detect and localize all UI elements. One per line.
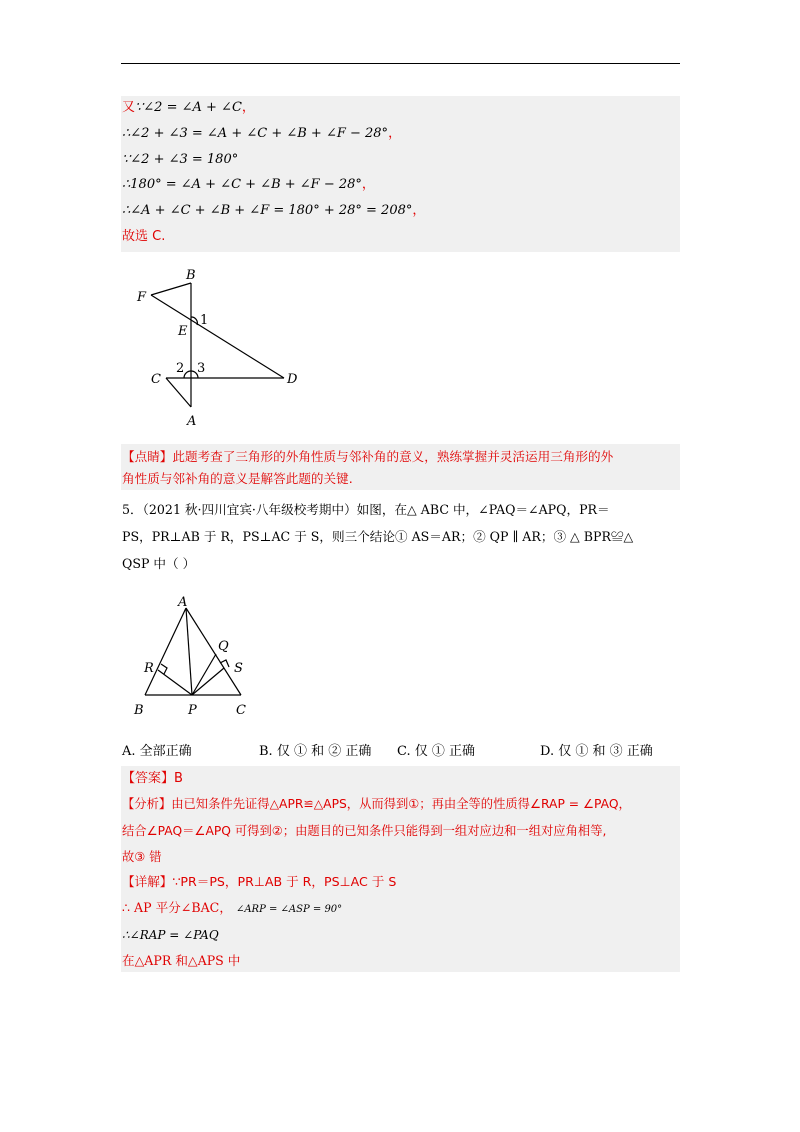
analysis-line-2: 结合∠PAQ＝∠APQ 可得到②；由题目的已知条件只能得到一组对应边和一组对应角相等,: [122, 824, 607, 838]
figure-1: [121, 255, 314, 438]
analysis-line-3: 故③ 错: [122, 850, 162, 864]
detail-line-4: 在△APR 和△APS 中: [122, 953, 241, 968]
solution-line-4: [122, 176, 375, 194]
math-expr: ∴180° = ∠A + ∠C + ∠B + ∠F − 28°: [122, 177, 362, 192]
fig2-label-S: S: [234, 661, 243, 676]
solution-line-3: [122, 151, 238, 169]
analysis-line-1: [122, 795, 631, 813]
fig2-label-P: P: [188, 703, 197, 718]
fig2-label-C: C: [236, 703, 246, 718]
text-prefix: 又: [122, 100, 136, 115]
figure-1-diagram: [121, 255, 314, 438]
solution-line-2: [122, 125, 401, 143]
solution-line-1: [122, 99, 255, 117]
comment-line-1: [122, 448, 613, 466]
detail-line-1: [122, 873, 396, 891]
fig2-label-B: B: [134, 703, 144, 718]
math-expr: ∴∠2 + ∠3 = ∠A + ∠C + ∠B + ∠F − 28°: [122, 126, 389, 141]
fig1-label-C: C: [151, 372, 161, 387]
figure-2: [128, 590, 258, 720]
comment-line-2: 角性质与邻补角的意义是解答此题的关键.: [122, 471, 353, 486]
fig1-label-2: 2: [176, 361, 185, 376]
question-line-2: PS，PR⊥AB 于 R，PS⊥AC 于 S，则三个结论① AS＝AR；② QP ∥ AR；③ △ BPR≌△: [122, 529, 634, 544]
question-line-1: 5．（2021 秋·四川宜宾·八年级校考期中）如图，在△ ABC 中，∠PAQ＝∠APQ，PR＝: [122, 502, 610, 517]
punct: ，: [361, 177, 375, 192]
solution-shade: [121, 96, 680, 252]
header-rule: [121, 63, 680, 64]
fig1-label-D: D: [287, 372, 298, 387]
punct: ，: [388, 126, 402, 141]
solution-answer: 故选 C.: [122, 229, 166, 244]
option-c: C. 仅 ① 正确: [397, 744, 476, 759]
fig1-label-B: B: [186, 268, 196, 283]
option-a: A. 全部正确: [122, 744, 192, 759]
fig1-label-E: E: [178, 324, 188, 339]
figure-2-diagram: [128, 590, 258, 720]
detail-text-2b: ∠ARP = ∠ASP = 90°: [235, 904, 343, 915]
detail-line-3: ∴∠RAP = ∠PAQ: [122, 928, 219, 942]
fig1-label-3: 3: [197, 361, 206, 376]
comment-text-1: 此题考查了三角形的外角性质与邻补角的意义，熟练掌握并灵活运用三角形的外: [172, 449, 614, 464]
option-d: D. 仅 ① 和 ③ 正确: [540, 744, 653, 759]
fig2-label-Q: Q: [218, 639, 229, 654]
question-line-3: QSP 中（ ）: [122, 556, 196, 571]
fig1-label-A: A: [187, 414, 197, 429]
detail-tag: 【详解】: [122, 874, 173, 889]
punct: ，: [241, 100, 255, 115]
detail-line-2: [122, 899, 342, 919]
punct: ，: [412, 203, 426, 218]
fig2-label-R: R: [144, 661, 154, 676]
answer-line: 【答案】B: [122, 771, 183, 786]
analysis-text-1: 由已知条件先证得△APR≌△APS，从而得到①；再由全等的性质得∠RAP = ∠PAQ，: [171, 797, 631, 811]
option-b: B. 仅 ① 和 ② 正确: [259, 744, 372, 759]
comment-tag: 【点睛】: [122, 449, 173, 464]
solution-line-5: [122, 202, 425, 220]
detail-text-2a: ∴ AP 平分∠BAC，: [122, 900, 232, 915]
fig2-label-A: A: [178, 595, 188, 610]
math-expr: ∵∠2 = ∠A + ∠C: [135, 100, 242, 115]
math-expr: ∴∠A + ∠C + ∠B + ∠F = 180° + 28° = 208°: [122, 203, 413, 218]
fig1-label-1: 1: [200, 313, 209, 328]
detail-text-1: ∵PR＝PS，PR⊥AB 于 R，PS⊥AC 于 S: [172, 874, 397, 889]
fig1-label-F: F: [137, 290, 147, 305]
math-expr: ∵∠2 + ∠3 = 180°: [122, 152, 239, 167]
analysis-tag: 【分析】: [122, 797, 172, 811]
